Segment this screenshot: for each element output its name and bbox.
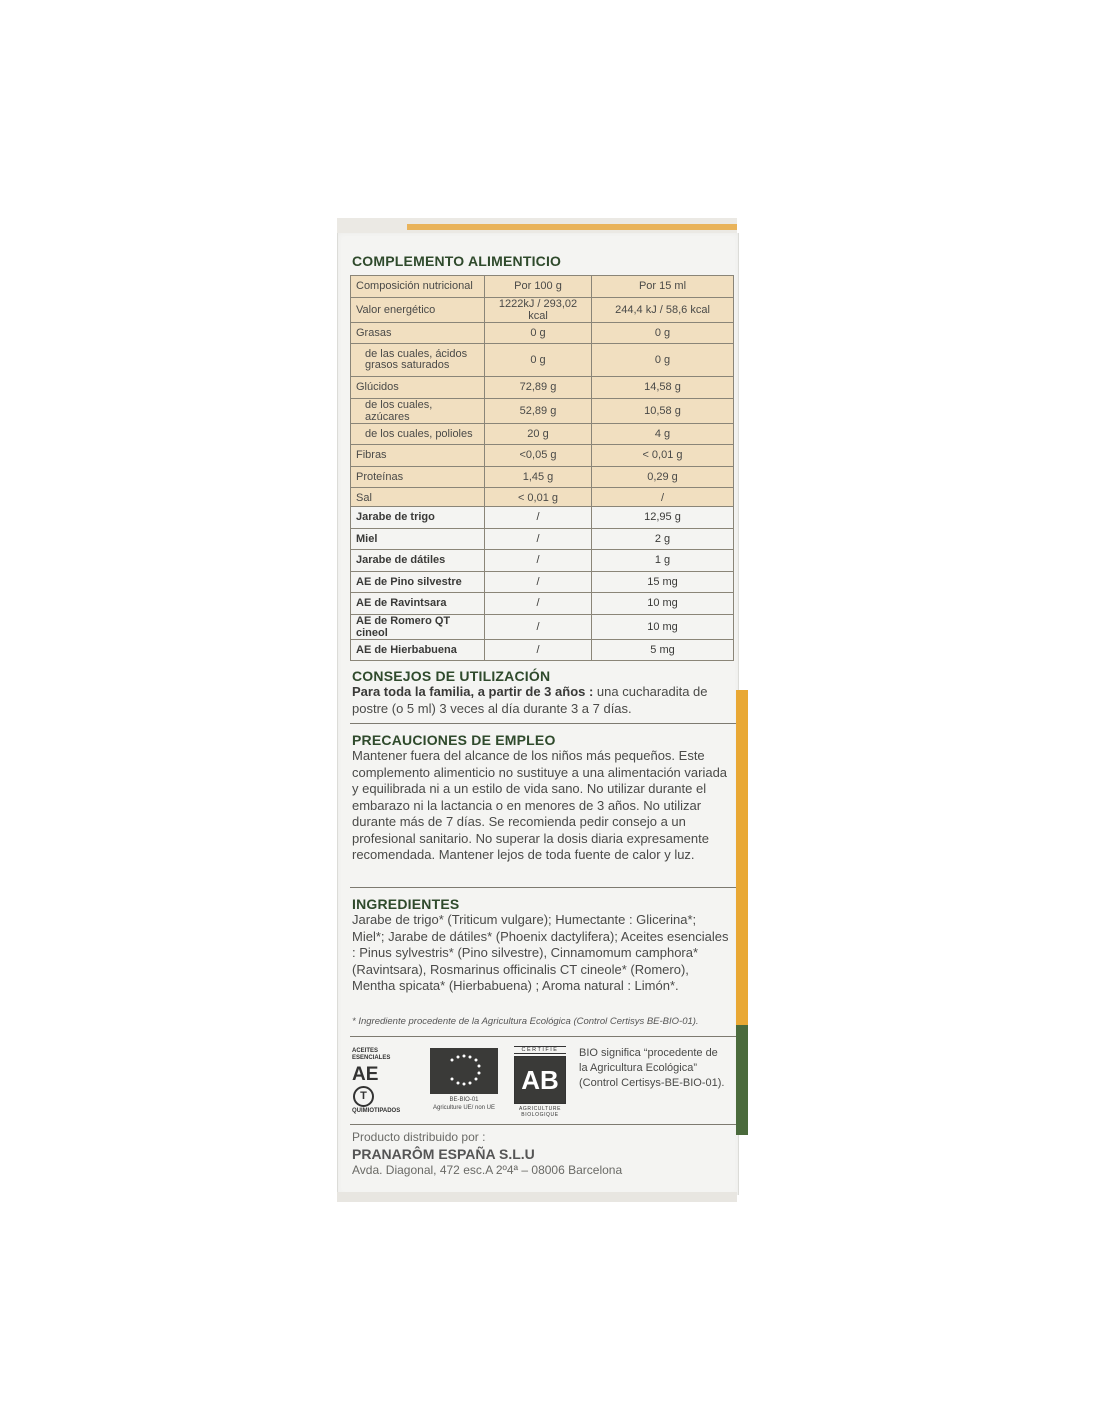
ab-agriculture: AGRICULTURE xyxy=(518,1106,562,1112)
nutrient-label: Proteínas xyxy=(351,466,485,488)
nutrient-label: Grasas xyxy=(351,322,485,344)
ingredient-row xyxy=(351,507,734,529)
ingredient-label: Jarabe de trigo xyxy=(351,507,485,529)
amount-per-15ml: 5 mg xyxy=(592,639,734,661)
ingredients-amount-table xyxy=(350,506,734,661)
nutrient-label: Valor energético xyxy=(351,297,485,322)
amount-per-100g: / xyxy=(485,639,592,661)
value-per-15ml: 244,4 kJ / 58,6 kcal xyxy=(592,297,734,322)
value-per-100g: 20 g xyxy=(485,423,592,445)
value-per-100g: 0 g xyxy=(485,344,592,377)
ae-quimiotipados-logo xyxy=(352,1048,400,1114)
heading-consejos: CONSEJOS DE UTILIZACIÓN xyxy=(352,668,551,684)
eu-organic-leaf-icon xyxy=(430,1048,498,1094)
value-per-100g: Por 100 g xyxy=(485,276,592,298)
nutrition-row xyxy=(351,423,734,445)
side-green-edge xyxy=(736,1025,748,1135)
precauciones-text: Mantener fuera del alcance de los niños más pequeños. Este complemento alimenticio no sustituye a una alimentación variada y equilibrada ni a un estilo de vida sano. No utilizar durante el embarazo ni la lactancia o en menores de 3 años. No utilizar durante más de 7 días. Se recomienda pedir consejo a un profesional sanitario. No superar la dosis diaria expresamente recomendada. Mantener lejos de toda fuente de calor y luz. xyxy=(352,748,728,862)
organic-note: * Ingrediente procedente de la Agricultura Ecológica (Control Certisys BE-BIO-01). xyxy=(352,1016,699,1027)
eu-logo-caption xyxy=(421,1096,507,1112)
divider-2 xyxy=(350,887,736,888)
value-per-100g: 1,45 g xyxy=(485,466,592,488)
ingredient-label: AE de Pino silvestre xyxy=(351,571,485,593)
value-per-100g: < 0,01 g xyxy=(485,488,592,510)
distributor-intro: Producto distribuido por : xyxy=(352,1130,486,1144)
amount-per-100g: / xyxy=(485,507,592,529)
eu-code: BE-BIO-01 xyxy=(449,1097,479,1103)
value-per-15ml: < 0,01 g xyxy=(592,445,734,467)
ae-top-text: ACEITES ESENCIALES xyxy=(352,1048,391,1061)
amount-per-100g: / xyxy=(485,614,592,639)
ab-biologique: BIOLOGIQUE xyxy=(521,1112,559,1118)
nutrient-label: de los cuales, polioles xyxy=(351,423,485,445)
ae-bottom-text: QUIMIOTIPADOS xyxy=(352,1108,401,1114)
ingredientes-text: Jarabe de trigo* (Triticum vulgare); Humectante : Glicerina*; Miel*; Jarabe de dátiles* (Phoenix dactylifera); Aceites esenciales : Pinus sylvestris* (Pino silvestre), Cinnamomum camphora* (Ravintsara), Rosmarinus officinalis CT cineole* (Romero), Mentha spicata* (Hierbabuena) ; Aroma natural : Limón*. xyxy=(352,912,729,993)
heading-complemento: COMPLEMENTO ALIMENTICIO xyxy=(352,253,562,269)
ingredient-row xyxy=(351,571,734,593)
amount-per-15ml: 1 g xyxy=(592,550,734,572)
ingredient-row xyxy=(351,593,734,615)
value-per-100g: <0,05 g xyxy=(485,445,592,467)
heading-precauciones: PRECAUCIONES DE EMPLEO xyxy=(352,732,556,748)
amount-per-15ml: 2 g xyxy=(592,528,734,550)
value-per-15ml: 10,58 g xyxy=(592,398,734,423)
value-per-15ml: 0 g xyxy=(592,322,734,344)
nutrition-row xyxy=(351,322,734,344)
amount-per-100g: / xyxy=(485,571,592,593)
amount-per-15ml: 12,95 g xyxy=(592,507,734,529)
amount-per-15ml: 15 mg xyxy=(592,571,734,593)
value-per-15ml: / xyxy=(592,488,734,510)
nutrition-row xyxy=(351,398,734,423)
amount-per-15ml: 10 mg xyxy=(592,593,734,615)
nutrition-row xyxy=(351,466,734,488)
ingredient-label: AE de Ravintsara xyxy=(351,593,485,615)
divider-3 xyxy=(350,1036,736,1037)
ae-mark-letters: AE xyxy=(352,1064,379,1085)
ingredient-label: Miel xyxy=(351,528,485,550)
nutrient-label: Sal xyxy=(351,488,485,510)
value-per-100g: 52,89 g xyxy=(485,398,592,423)
ab-organic-logo xyxy=(514,1046,566,1116)
nutrition-table xyxy=(350,275,734,510)
amount-per-100g: / xyxy=(485,550,592,572)
side-orange-edge xyxy=(736,690,748,1025)
value-per-15ml: 4 g xyxy=(592,423,734,445)
nutrient-label: de las cuales, ácidos grasos saturados xyxy=(351,344,485,377)
divider-4 xyxy=(350,1124,736,1125)
eu-sub: Agriculture UE/ non UE xyxy=(432,1105,496,1111)
value-per-15ml: 0 g xyxy=(592,344,734,377)
nutrient-label: Glúcidos xyxy=(351,377,485,399)
ingredient-label: AE de Romero QT cineol xyxy=(351,614,485,639)
ingredient-row xyxy=(351,614,734,639)
distributor-address: Avda. Diagonal, 472 esc.A 2º4ª – 08006 Barcelona xyxy=(352,1163,623,1177)
bio-definition-text: BIO significa “procedente de la Agricultura Ecológica” (Control Certisys-BE-BIO-01). xyxy=(579,1047,725,1089)
value-per-15ml: 14,58 g xyxy=(592,377,734,399)
consejos-body: una cucharadita de postre (o 5 ml) 3 veces al día durante 3 a 7 días. xyxy=(352,684,708,716)
heading-ingredientes: INGREDIENTES xyxy=(352,896,460,912)
box-top-strip xyxy=(337,218,737,234)
distributor-name: PRANARÔM ESPAÑA S.L.U xyxy=(352,1146,535,1162)
divider-1 xyxy=(350,723,736,724)
ingredient-row xyxy=(351,528,734,550)
nutrient-label: de los cuales, azúcares xyxy=(351,398,485,423)
orange-edge xyxy=(407,224,737,230)
value-per-100g: 72,89 g xyxy=(485,377,592,399)
amount-per-100g: / xyxy=(485,593,592,615)
nutrition-row xyxy=(351,377,734,399)
consejos-text xyxy=(352,684,732,717)
ingredient-label: AE de Hierbabuena xyxy=(351,639,485,661)
nutrition-row xyxy=(351,445,734,467)
nutrient-label: Composición nutricional xyxy=(351,276,485,298)
value-per-100g: 1222kJ / 293,02 kcal xyxy=(485,297,592,322)
ingredient-label: Jarabe de dátiles xyxy=(351,550,485,572)
amount-per-100g: / xyxy=(485,528,592,550)
value-per-15ml: 0,29 g xyxy=(592,466,734,488)
nutrition-row xyxy=(351,344,734,377)
box-bottom-strip xyxy=(337,1192,737,1202)
ingredient-row xyxy=(351,639,734,661)
ab-certifie: CERTIFIÉ xyxy=(514,1046,566,1054)
ab-mark: AB xyxy=(514,1056,566,1104)
amount-per-15ml: 10 mg xyxy=(592,614,734,639)
nutrition-row xyxy=(351,297,734,322)
ingredient-row xyxy=(351,550,734,572)
value-per-100g: 0 g xyxy=(485,322,592,344)
value-per-15ml: Por 15 ml xyxy=(592,276,734,298)
ae-mark xyxy=(352,1064,400,1108)
nutrient-label: Fibras xyxy=(351,445,485,467)
consejos-bold: Para toda la familia, a partir de 3 años : xyxy=(352,684,594,699)
ae-t-circle: T xyxy=(353,1086,374,1107)
nutrition-row xyxy=(351,276,734,298)
